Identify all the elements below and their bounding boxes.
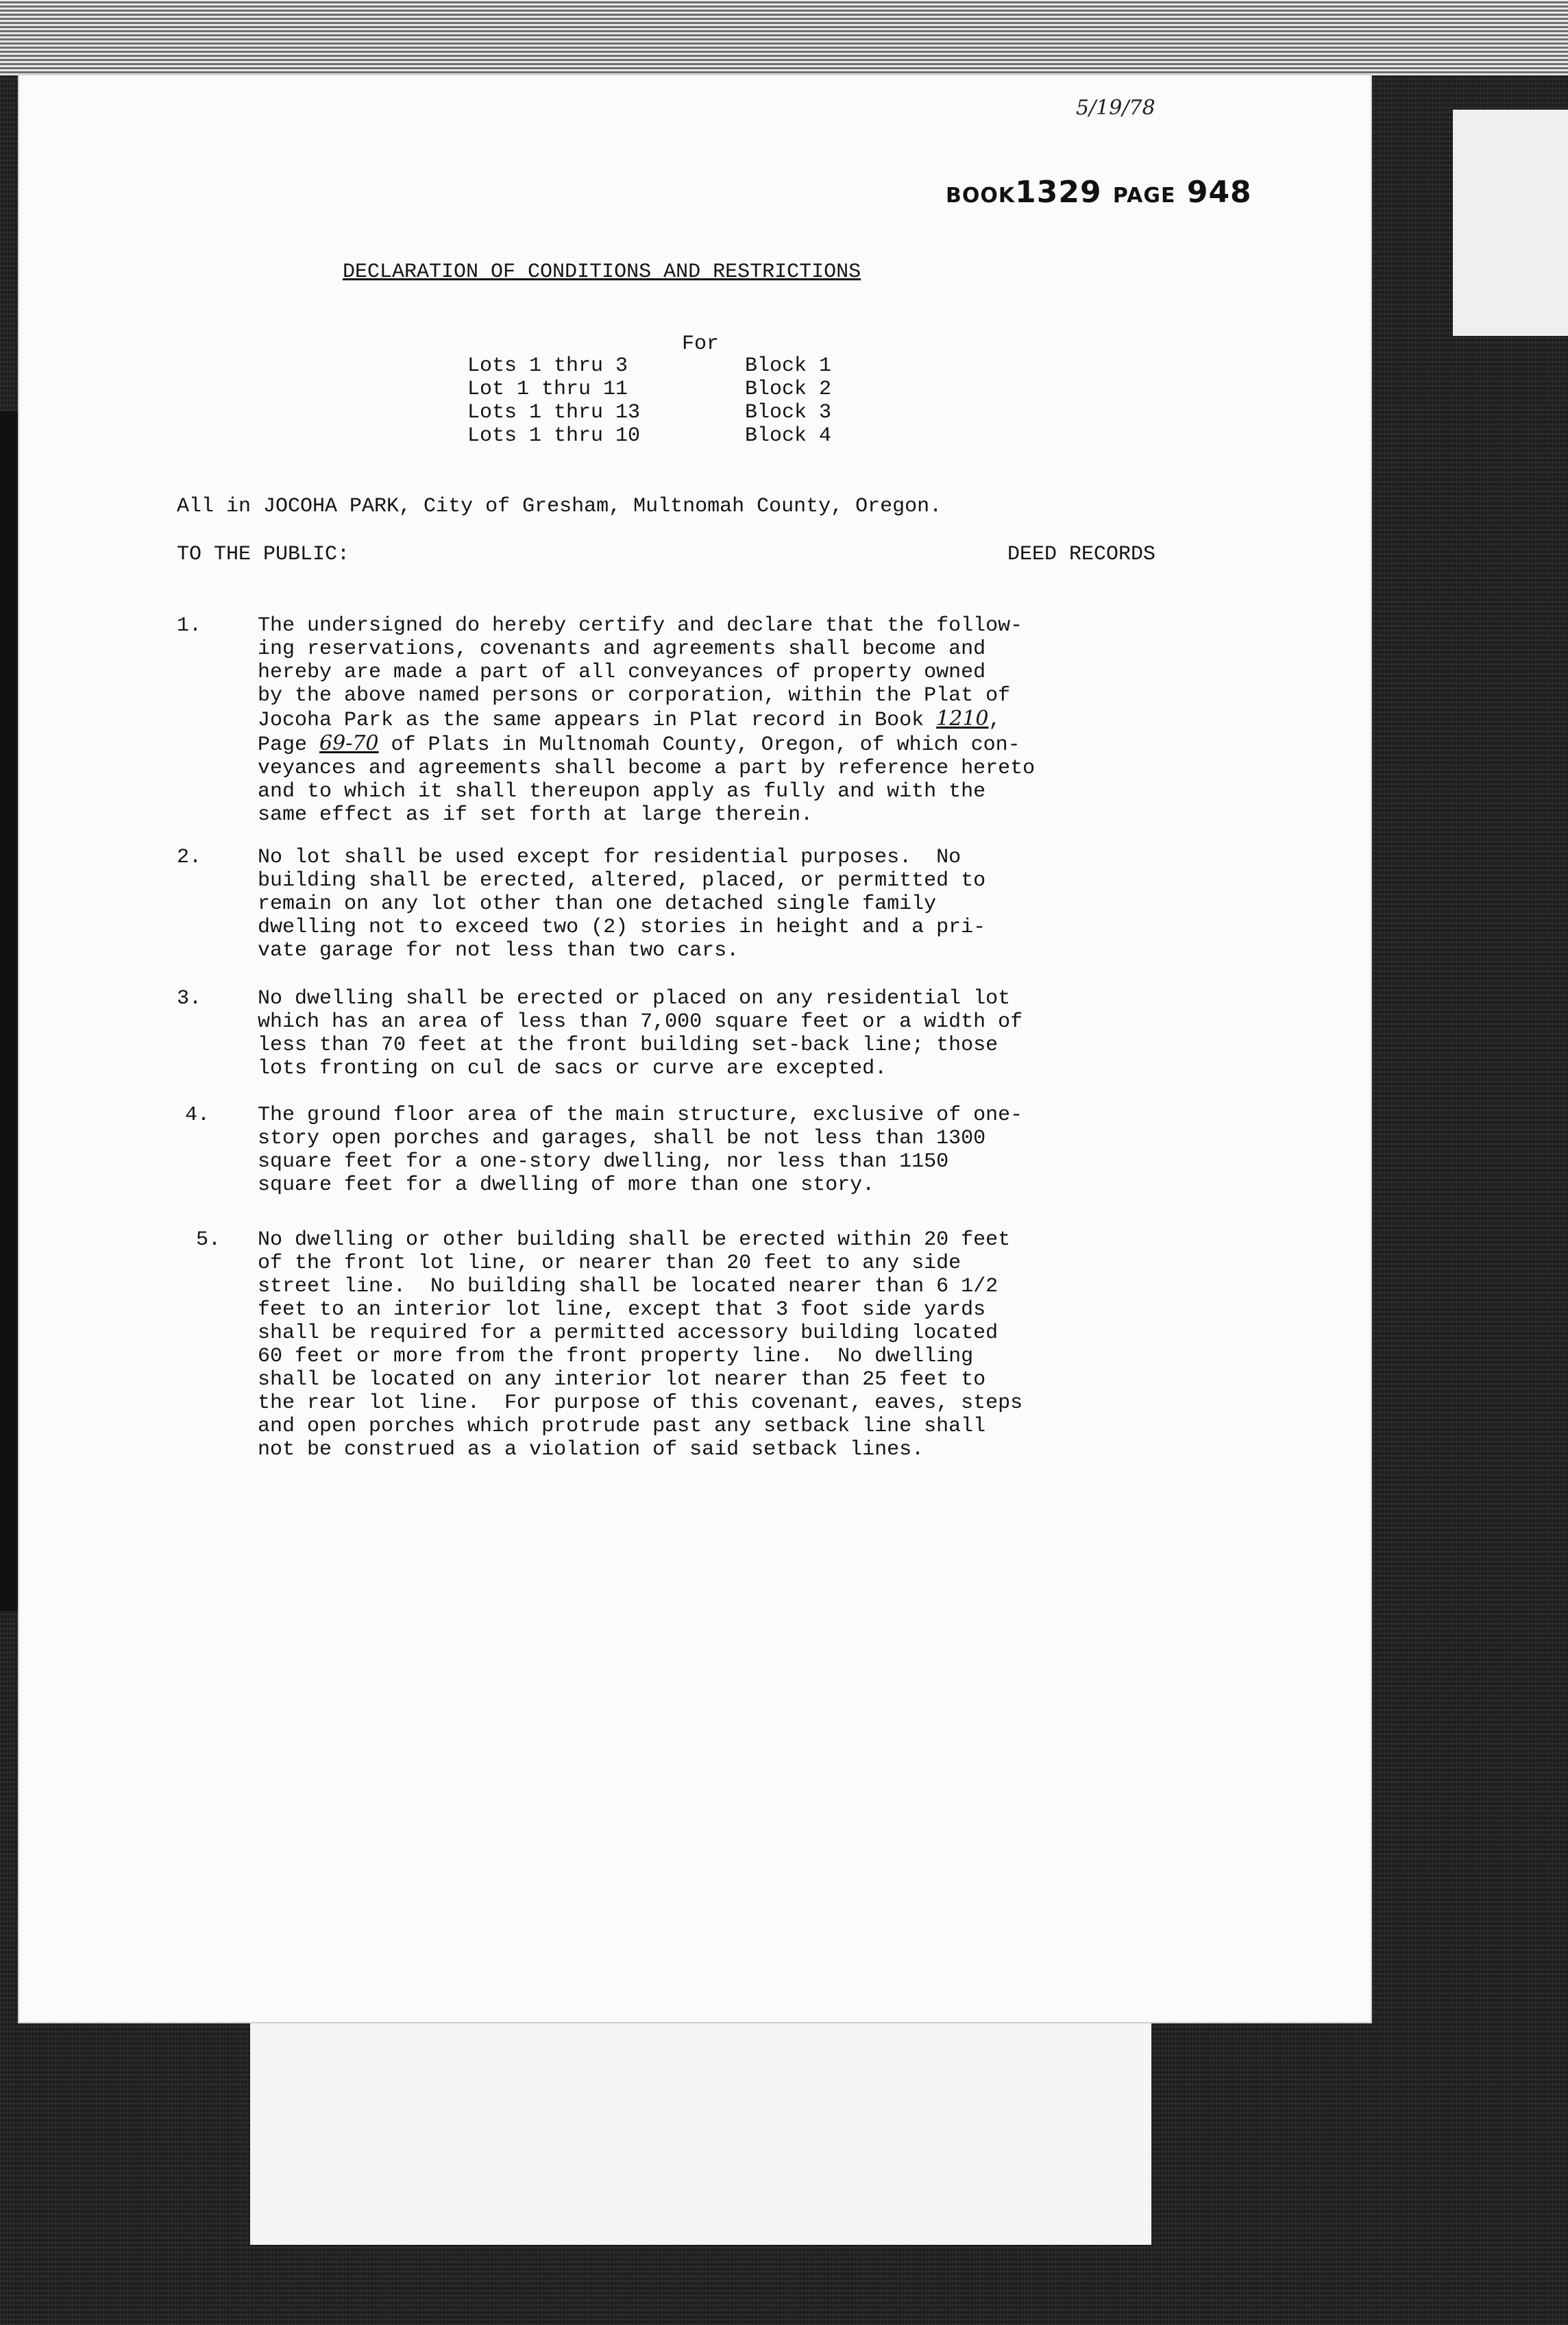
book-label: BOOK xyxy=(946,184,1016,208)
clause-line: same effect as if set forth at large therein. xyxy=(258,803,813,827)
clause-text: of Plats in Multnomah County, Oregon, of which con- xyxy=(378,733,1020,757)
lots-table xyxy=(467,354,831,448)
clause-text: , xyxy=(988,709,1001,732)
lots-range: Lots 1 thru 3 xyxy=(467,354,628,378)
clause-line: ing reservations, covenants and agreements shall become and xyxy=(258,637,986,661)
clause-line: shall be located on any interior lot nearer than 25 feet to xyxy=(258,1368,986,1391)
clause-body xyxy=(258,614,1245,827)
clause-line: 60 feet or more from the front property line. No dwelling xyxy=(258,1345,974,1368)
clause-line: not be construed as a violation of said setback lines. xyxy=(258,1438,924,1461)
clause-line: dwelling not to exceed two (2) stories in height and a pri- xyxy=(258,916,986,939)
lots-row xyxy=(467,354,831,378)
clause-line: vate garage for not less than two cars. xyxy=(258,939,739,962)
clause-body xyxy=(258,1228,1245,1461)
clause-line: of the front lot line, or nearer than 20 feet to any side xyxy=(258,1252,961,1275)
deed-records-label: DEED RECORDS xyxy=(1007,543,1156,566)
lots-range: Lot 1 thru 11 xyxy=(467,378,628,401)
page-number: 948 xyxy=(1186,175,1252,210)
block-label: Block 3 xyxy=(745,401,832,424)
clause-line: hereby are made a part of all conveyances of property owned xyxy=(258,661,986,684)
clause-body xyxy=(258,987,1245,1080)
clause-line: shall be required for a permitted accessory building located xyxy=(258,1322,999,1345)
book-page-stamp xyxy=(946,175,1252,210)
clause-line: square feet for a dwelling of more than one story. xyxy=(258,1173,875,1197)
clause-line: the rear lot line. For purpose of this covenant, eaves, steps xyxy=(258,1391,1023,1415)
scan-top-band xyxy=(0,0,1568,75)
clause-line: which has an area of less than 7,000 square feet or a width of xyxy=(258,1010,1023,1034)
for-label: For xyxy=(682,332,720,356)
clause-line: by the above named persons or corporation, within the Plat of xyxy=(258,684,1011,707)
document-title: DECLARATION OF CONDITIONS AND RESTRICTIONS xyxy=(343,260,861,284)
book-number: 1329 xyxy=(1015,175,1102,210)
clause-line: square feet for a one-story dwelling, nor less than 1150 xyxy=(258,1150,949,1173)
location-line: All in JOCOHA PARK, City of Gresham, Multnomah County, Oregon. xyxy=(177,495,942,518)
handwritten-date: 5/19/78 xyxy=(1076,96,1155,120)
clause-body xyxy=(258,846,1245,962)
clause-number: 3. xyxy=(177,987,202,1010)
clause-line: remain on any lot other than one detached single family xyxy=(258,892,937,916)
lots-row xyxy=(467,424,831,448)
clause-2 xyxy=(177,846,1246,966)
lots-row xyxy=(467,378,831,401)
clause-line: feet to an interior lot line, except that 3 foot side yards xyxy=(258,1298,986,1322)
block-label: Block 1 xyxy=(745,354,832,378)
salutation: TO THE PUBLIC: xyxy=(177,543,350,566)
clause-number: 1. xyxy=(177,614,202,637)
clause-3 xyxy=(177,987,1246,1083)
underlying-page xyxy=(250,2022,1151,2245)
clause-line: street line. No building shall be located nearer than 6 1/2 xyxy=(258,1275,999,1298)
clause-number: 5. xyxy=(196,1228,221,1252)
clause-body xyxy=(258,1104,1245,1197)
clause-line: story open porches and garages, shall be not less than 1300 xyxy=(258,1127,986,1150)
clause-line xyxy=(258,732,1245,757)
clause-text: Jocoha Park as the same appears in Plat record in Book xyxy=(258,709,937,732)
clause-line: The undersigned do hereby certify and declare that the follow- xyxy=(258,614,1023,637)
clause-line: The ground floor area of the main structure, exclusive of one- xyxy=(258,1104,1023,1127)
clause-line: veyances and agreements shall become a part by reference hereto xyxy=(258,757,1036,780)
clause-number: 2. xyxy=(177,846,202,869)
lots-range: Lots 1 thru 13 xyxy=(467,401,641,424)
handwritten-page-number: 69-70 xyxy=(319,731,379,755)
clause-4 xyxy=(177,1104,1246,1200)
lots-row xyxy=(467,401,831,424)
clause-line: lots fronting on cul de sacs or curve are excepted. xyxy=(258,1057,887,1080)
lots-range: Lots 1 thru 10 xyxy=(467,424,641,448)
clause-5 xyxy=(177,1228,1246,1465)
clause-line xyxy=(258,707,1245,732)
handwritten-book-number: 1210 xyxy=(936,707,989,731)
block-label: Block 4 xyxy=(745,424,832,448)
scan-left-edge xyxy=(0,411,21,1611)
clause-line: and open porches which protrude past any setback line shall xyxy=(258,1415,986,1438)
block-label: Block 2 xyxy=(745,378,832,401)
page-label: PAGE xyxy=(1112,184,1176,208)
clause-number: 4. xyxy=(185,1104,210,1127)
clause-text: Page xyxy=(258,733,320,757)
clause-line: No dwelling shall be erected or placed on any residential lot xyxy=(258,987,1011,1010)
clause-line: building shall be erected, altered, placed, or permitted to xyxy=(258,869,986,892)
paper-side-tab xyxy=(1453,110,1568,336)
clause-line: No dwelling or other building shall be erected within 20 feet xyxy=(258,1228,1011,1252)
clause-line: less than 70 feet at the front building set-back line; those xyxy=(258,1034,999,1057)
clause-line: No lot shall be used except for residential purposes. No xyxy=(258,846,961,869)
clause-1 xyxy=(177,614,1246,827)
clause-line: and to which it shall thereupon apply as fully and with the xyxy=(258,780,986,803)
